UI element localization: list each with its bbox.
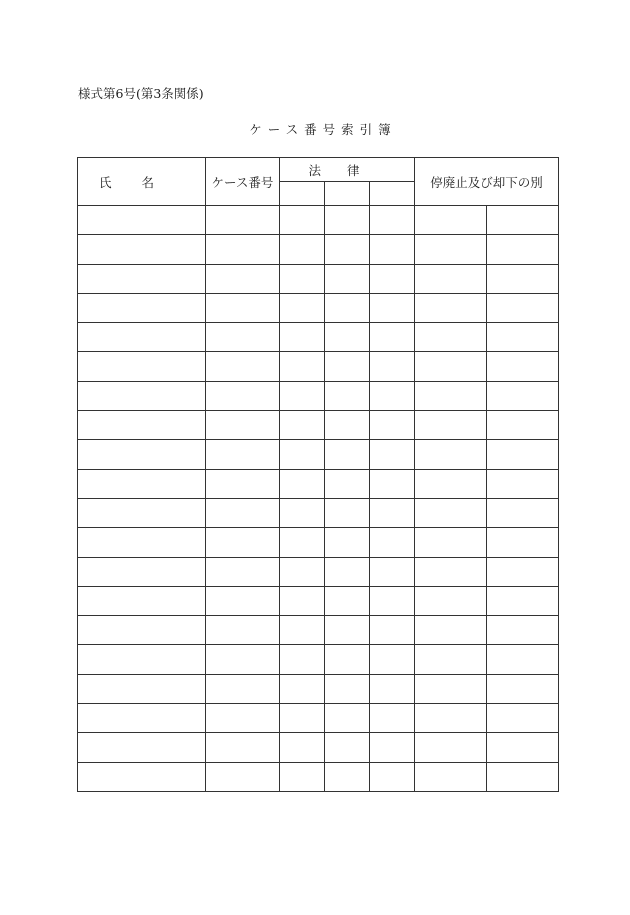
status-cell-1 [415, 235, 487, 264]
header-name: 氏名 [78, 158, 206, 206]
law-cell-2 [325, 352, 370, 381]
law-cell-2 [325, 469, 370, 498]
status-cell-1 [415, 528, 487, 557]
law-cell-2 [325, 206, 370, 235]
case-number-cell [206, 235, 280, 264]
status-cell-1 [415, 206, 487, 235]
law-cell-1 [280, 293, 325, 322]
law-cell-3 [370, 762, 415, 791]
law-cell-1 [280, 762, 325, 791]
status-cell-2 [487, 645, 559, 674]
status-cell-1 [415, 674, 487, 703]
status-cell-2 [487, 528, 559, 557]
status-cell-1 [415, 645, 487, 674]
law-cell-1 [280, 616, 325, 645]
law-cell-3 [370, 616, 415, 645]
table-row [78, 528, 559, 557]
law-cell-2 [325, 440, 370, 469]
name-cell [78, 264, 206, 293]
status-cell-2 [487, 704, 559, 733]
law-cell-1 [280, 440, 325, 469]
case-number-cell [206, 469, 280, 498]
document-title: ケース番号索引簿 [249, 122, 397, 137]
header-law-sub-1 [280, 182, 325, 206]
header-law: 法律 [280, 158, 415, 182]
form-number-label: 様式第6号(第3条関係) [78, 86, 204, 101]
table-row [78, 645, 559, 674]
status-cell-2 [487, 498, 559, 527]
status-cell-2 [487, 733, 559, 762]
name-cell [78, 762, 206, 791]
law-cell-2 [325, 411, 370, 440]
law-cell-2 [325, 616, 370, 645]
law-cell-1 [280, 528, 325, 557]
law-cell-3 [370, 586, 415, 615]
law-cell-3 [370, 440, 415, 469]
status-cell-2 [487, 762, 559, 791]
case-number-cell [206, 440, 280, 469]
status-cell-1 [415, 411, 487, 440]
law-cell-3 [370, 733, 415, 762]
case-number-cell [206, 616, 280, 645]
status-cell-2 [487, 381, 559, 410]
case-number-cell [206, 528, 280, 557]
law-cell-3 [370, 704, 415, 733]
law-cell-3 [370, 557, 415, 586]
header-law-sub-2 [325, 182, 370, 206]
name-cell [78, 206, 206, 235]
law-cell-1 [280, 323, 325, 352]
status-cell-2 [487, 440, 559, 469]
law-cell-1 [280, 411, 325, 440]
table-row [78, 323, 559, 352]
case-number-index-table [77, 157, 559, 792]
table-row [78, 762, 559, 791]
table-row [78, 469, 559, 498]
name-cell [78, 616, 206, 645]
case-number-cell [206, 762, 280, 791]
header-status: 停廃止及び却下の別 [415, 158, 559, 206]
name-cell [78, 557, 206, 586]
law-cell-3 [370, 645, 415, 674]
name-cell [78, 440, 206, 469]
status-cell-1 [415, 616, 487, 645]
law-cell-3 [370, 674, 415, 703]
status-cell-1 [415, 352, 487, 381]
name-cell [78, 528, 206, 557]
name-cell [78, 704, 206, 733]
status-cell-2 [487, 616, 559, 645]
law-cell-1 [280, 469, 325, 498]
table-row [78, 381, 559, 410]
name-cell [78, 411, 206, 440]
status-cell-1 [415, 381, 487, 410]
law-cell-1 [280, 557, 325, 586]
law-cell-3 [370, 206, 415, 235]
law-cell-3 [370, 264, 415, 293]
table-row [78, 557, 559, 586]
table-row [78, 235, 559, 264]
law-cell-2 [325, 762, 370, 791]
table-row [78, 498, 559, 527]
status-cell-2 [487, 235, 559, 264]
law-cell-2 [325, 498, 370, 527]
law-cell-1 [280, 586, 325, 615]
status-cell-1 [415, 733, 487, 762]
law-cell-1 [280, 235, 325, 264]
table-row [78, 352, 559, 381]
case-number-cell [206, 586, 280, 615]
law-cell-2 [325, 528, 370, 557]
law-cell-1 [280, 381, 325, 410]
law-cell-2 [325, 264, 370, 293]
case-number-cell [206, 704, 280, 733]
status-cell-1 [415, 323, 487, 352]
law-cell-1 [280, 704, 325, 733]
name-cell [78, 235, 206, 264]
law-cell-2 [325, 235, 370, 264]
law-cell-3 [370, 293, 415, 322]
status-cell-2 [487, 293, 559, 322]
table-row [78, 586, 559, 615]
table-row [78, 674, 559, 703]
status-cell-1 [415, 704, 487, 733]
status-cell-1 [415, 293, 487, 322]
status-cell-1 [415, 469, 487, 498]
status-cell-2 [487, 264, 559, 293]
table-row [78, 264, 559, 293]
table-row [78, 704, 559, 733]
status-cell-1 [415, 498, 487, 527]
law-cell-3 [370, 352, 415, 381]
law-cell-1 [280, 352, 325, 381]
table-row [78, 411, 559, 440]
law-cell-3 [370, 411, 415, 440]
law-cell-2 [325, 323, 370, 352]
law-cell-2 [325, 704, 370, 733]
case-number-cell [206, 733, 280, 762]
law-cell-1 [280, 206, 325, 235]
status-cell-2 [487, 557, 559, 586]
law-cell-3 [370, 235, 415, 264]
case-number-cell [206, 645, 280, 674]
header-law-sub-3 [370, 182, 415, 206]
law-cell-2 [325, 293, 370, 322]
case-number-cell [206, 264, 280, 293]
law-cell-2 [325, 557, 370, 586]
status-cell-2 [487, 674, 559, 703]
law-cell-3 [370, 469, 415, 498]
law-cell-3 [370, 323, 415, 352]
status-cell-1 [415, 586, 487, 615]
table-row [78, 440, 559, 469]
name-cell [78, 293, 206, 322]
status-cell-2 [487, 586, 559, 615]
law-cell-2 [325, 674, 370, 703]
status-cell-2 [487, 206, 559, 235]
name-cell [78, 469, 206, 498]
law-cell-2 [325, 381, 370, 410]
law-cell-1 [280, 498, 325, 527]
case-number-cell [206, 352, 280, 381]
law-cell-3 [370, 528, 415, 557]
law-cell-3 [370, 381, 415, 410]
table-row [78, 733, 559, 762]
name-cell [78, 586, 206, 615]
law-cell-1 [280, 733, 325, 762]
law-cell-2 [325, 645, 370, 674]
table-body [78, 206, 559, 792]
name-cell [78, 645, 206, 674]
name-cell [78, 352, 206, 381]
law-cell-3 [370, 498, 415, 527]
status-cell-1 [415, 557, 487, 586]
status-cell-2 [487, 323, 559, 352]
case-number-cell [206, 411, 280, 440]
case-number-cell [206, 206, 280, 235]
law-cell-1 [280, 645, 325, 674]
header-case-number: ケース番号 [206, 158, 280, 206]
law-cell-1 [280, 264, 325, 293]
case-number-cell [206, 381, 280, 410]
status-cell-2 [487, 411, 559, 440]
name-cell [78, 498, 206, 527]
name-cell [78, 381, 206, 410]
law-cell-2 [325, 586, 370, 615]
case-number-cell [206, 498, 280, 527]
status-cell-1 [415, 264, 487, 293]
law-cell-1 [280, 674, 325, 703]
table-row [78, 293, 559, 322]
table-row [78, 206, 559, 235]
case-number-cell [206, 293, 280, 322]
status-cell-1 [415, 762, 487, 791]
name-cell [78, 323, 206, 352]
table-row [78, 616, 559, 645]
case-number-cell [206, 674, 280, 703]
name-cell [78, 674, 206, 703]
law-cell-2 [325, 733, 370, 762]
case-number-cell [206, 323, 280, 352]
status-cell-2 [487, 352, 559, 381]
case-number-cell [206, 557, 280, 586]
status-cell-1 [415, 440, 487, 469]
name-cell [78, 733, 206, 762]
status-cell-2 [487, 469, 559, 498]
